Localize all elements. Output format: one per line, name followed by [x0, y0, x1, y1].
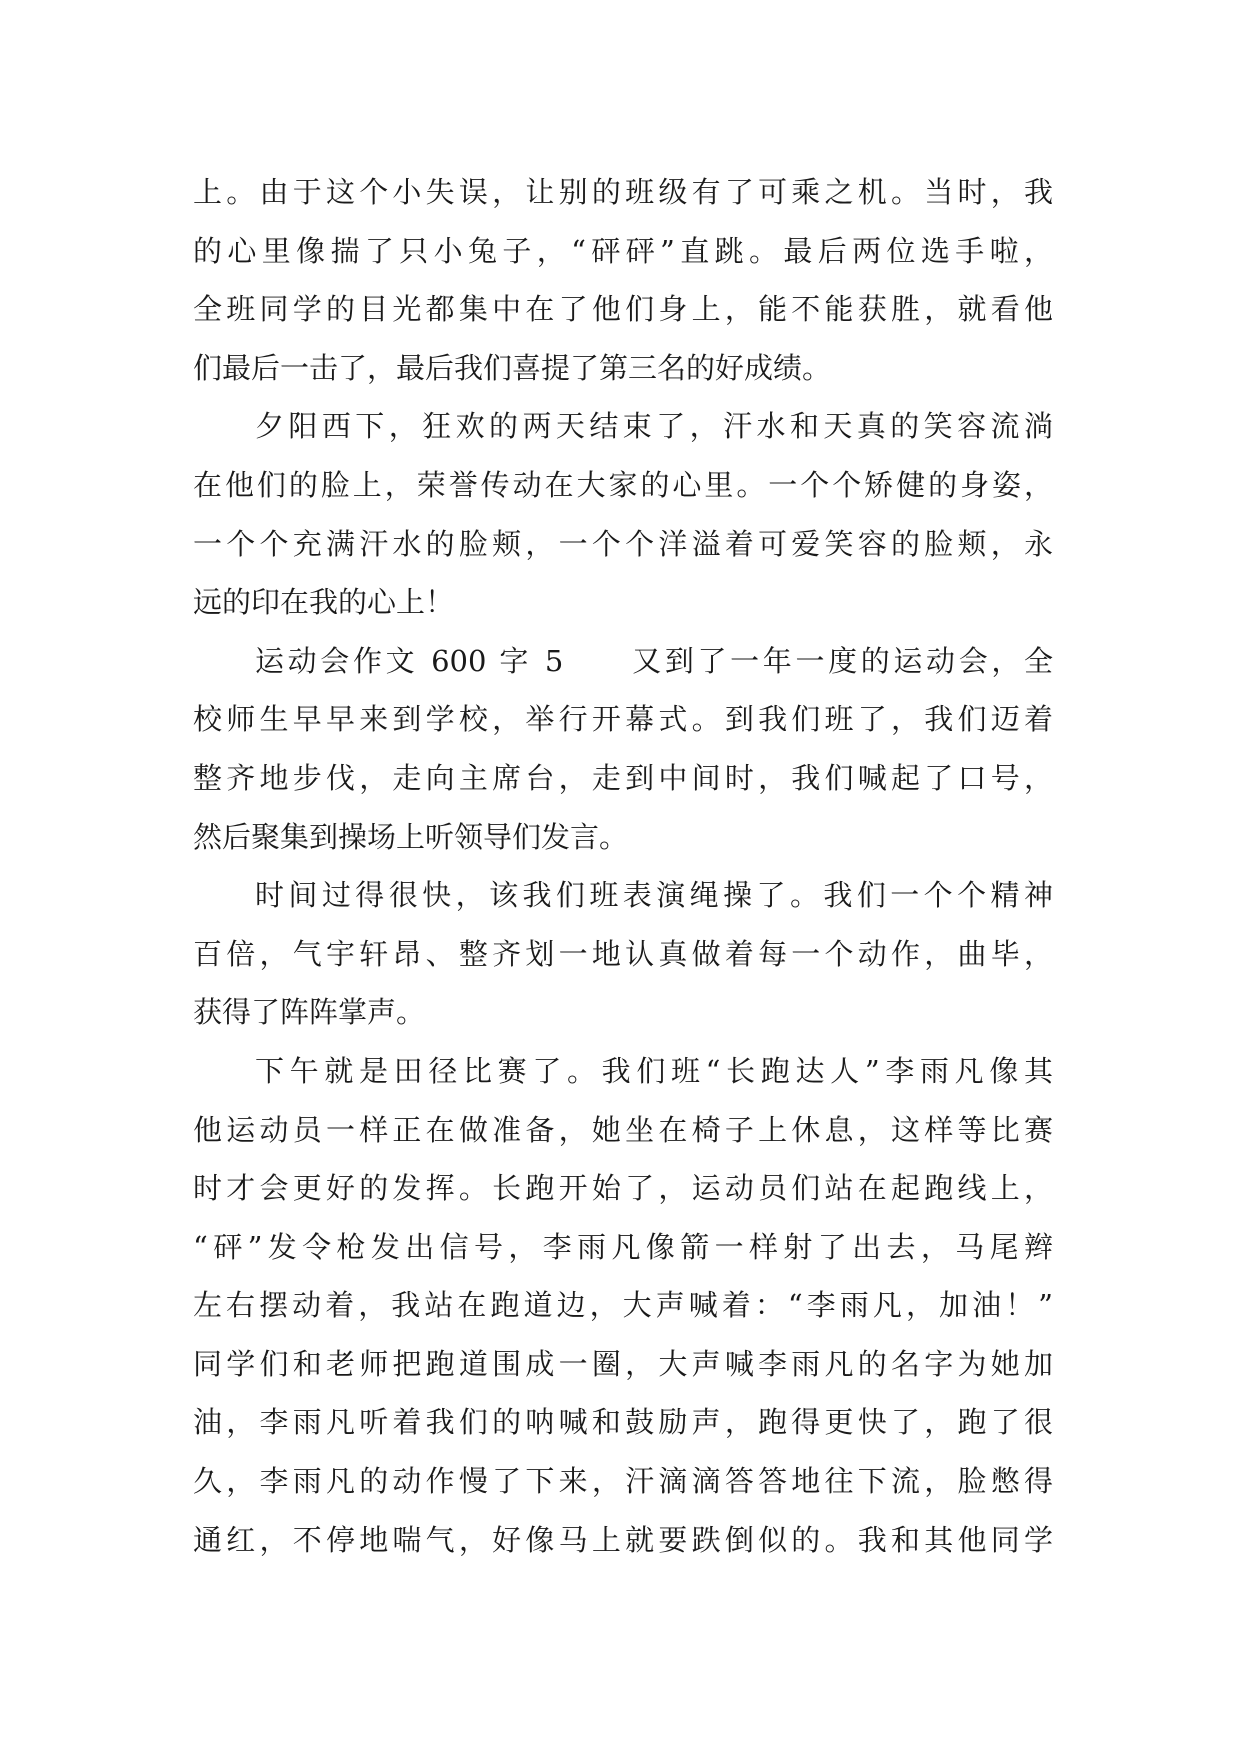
text-line: 百倍，气宇轩昂、整齐划一地认真做着每一个动作，曲毕，	[193, 936, 1053, 971]
text-line: 左右摆动着，我站在跑道边，大声喊着：“李雨凡，加油！”	[193, 1288, 1053, 1323]
paragraph-first-line: 时间过得很快，该我们班表演绳操了。我们一个个精神	[255, 878, 1053, 913]
paragraph-first-line: 下午就是田径比赛了。我们班“长跑达人”李雨凡像其	[255, 1053, 1053, 1088]
paragraph-first-line: 运动会作文 600 字 5 又到了一年一度的运动会，全	[255, 643, 1053, 678]
text-line: 整齐地步伐，走向主席台，走到中间时，我们喊起了口号，	[193, 760, 1053, 795]
text-line: 通红，不停地喘气，好像马上就要跌倒似的。我和其他同学	[193, 1522, 1053, 1557]
text-line: 在他们的脸上，荣誉传动在大家的心里。一个个矫健的身姿，	[193, 467, 1053, 502]
text-line: 时才会更好的发挥。长跑开始了，运动员们站在起跑线上，	[193, 1171, 1053, 1206]
text-line: 他运动员一样正在做准备，她坐在椅子上休息，这样等比赛	[193, 1112, 1053, 1147]
text-line: 然后聚集到操场上听领导们发言。	[193, 819, 629, 854]
text-line: “砰”发令枪发出信号，李雨凡像箭一样射了出去，马尾辫	[193, 1229, 1053, 1264]
text-line: 校师生早早来到学校，举行开幕式。到我们班了，我们迈着	[193, 702, 1053, 737]
text-line: 油，李雨凡听着我们的呐喊和鼓励声，跑得更快了，跑了很	[193, 1405, 1053, 1440]
text-line: 们最后一击了，最后我们喜提了第三名的好成绩。	[193, 350, 832, 385]
text-line: 全班同学的目光都集中在了他们身上，能不能获胜，就看他	[193, 292, 1053, 327]
text-line: 的心里像揣了只小兔子，“砰砰”直跳。最后两位选手啦，	[193, 233, 1053, 268]
document-body	[193, 163, 1053, 1569]
text-line: 一个个充满汗水的脸颊，一个个洋溢着可爱笑容的脸颊，永	[193, 526, 1053, 561]
text-line: 同学们和老师把跑道围成一圈，大声喊李雨凡的名字为她加	[193, 1346, 1053, 1381]
paragraph-first-line: 夕阳西下，狂欢的两天结束了，汗水和天真的笑容流淌	[255, 409, 1053, 444]
text-line: 远的印在我的心上！	[193, 585, 455, 620]
text-line: 上。由于这个小失误，让别的班级有了可乘之机。当时，我	[193, 175, 1053, 209]
text-line: 获得了阵阵掌声。	[193, 995, 426, 1030]
text-line: 久，李雨凡的动作慢了下来，汗滴滴答答地往下流，脸憋得	[193, 1464, 1053, 1499]
